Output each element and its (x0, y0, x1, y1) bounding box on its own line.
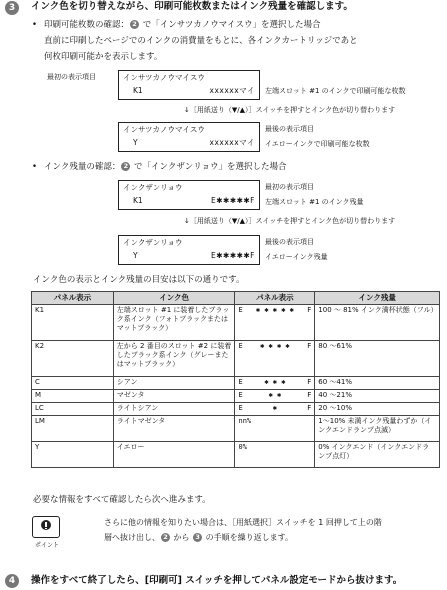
lcd-ink-code: K1 (133, 86, 143, 95)
ink-level-table (31, 291, 440, 468)
lcd-panel-4 (118, 235, 260, 265)
cell-panel: Y (32, 442, 114, 468)
lcd-line1: インクザンリョウ (123, 183, 183, 192)
level-bar: ✱ ✱ ✱ (264, 378, 286, 386)
cell-level: 80 ～61% (315, 341, 440, 377)
lcd-line1: インクザンリョウ (123, 238, 183, 247)
step-ref-circle: 2 (161, 533, 170, 542)
cell-panel: LC (32, 403, 114, 416)
arrow-note-1: ↓［用紙送り（▼/▲）］スイッチを押すとインク色が切り替わります (184, 106, 396, 114)
panel-1-side-label: 最初の表示項目 (47, 73, 96, 81)
cell-bar: E ✱ ✱ ✱ ✱ F (235, 341, 315, 377)
cell-level: 40 ～21% (315, 390, 440, 403)
lcd-value: xxxxxxマイ (209, 86, 255, 95)
bullet-1-line1: 印刷可能枚数の確認： 2 で「インサツカノウマイスウ」を選択した場合 (44, 20, 321, 30)
cell-color: イエロー (113, 442, 235, 468)
lcd-panel-1 (118, 70, 260, 100)
bullet-1-line2: 直前に印刷したページでのインクの消費量をもとに、各インクカートリッジであと (44, 36, 358, 46)
cell-level: 20 ～10% (315, 403, 440, 416)
panel-4-note2: イエローインク残量 (265, 253, 328, 261)
level-bar: ✱ ✱ (268, 391, 282, 399)
bullet-dot: • (32, 162, 38, 172)
point-label: ポイント (35, 542, 60, 549)
cell-color: 左から 2 番目のスロット #2 に装着したブラック系インク（グレーまたはマットブラック） (113, 341, 235, 377)
lcd-panel-3 (118, 180, 260, 210)
cell-color: ライトシアン (113, 403, 235, 416)
header-panel-display: パネル表示 (32, 292, 114, 305)
panel-1-note: 左端スロット #1 のインクで印刷可能な枚数 (265, 87, 406, 95)
confirm-text: 必要な情報をすべて確認したら次へ進みます。 (33, 495, 211, 505)
step-4-number: 4 (5, 574, 19, 588)
panel-2-note1: 最後の表示項目 (265, 125, 314, 133)
table-row (32, 341, 440, 377)
point-text-line2: 層へ抜け出し、 2 から 3 の手順を繰り返します。 (104, 533, 293, 542)
cell-panel: K2 (32, 341, 114, 377)
lcd-value: E✱✱✱✱✱F (211, 251, 255, 260)
step-4-title: 操作をすべて終了したら、[印刷可] スイッチを押してパネル設定モードから抜けます。 (31, 575, 403, 586)
cell-level: 60 ～41% (315, 377, 440, 390)
step-3-title: インク色を切り替えながら、印刷可能枚数またはインク残量を確認します。 (31, 1, 353, 12)
panel-3-note1: 最初の表示項目 (265, 183, 314, 191)
level-bar: ✱ ✱ ✱ ✱ ✱ (255, 306, 294, 314)
header-ink-color: インク色 (113, 292, 235, 305)
bullet-1-line3: 何枚印刷可能かを表示します。 (44, 52, 163, 62)
bullet-dot: • (32, 20, 38, 30)
point-text-line1: さらに他の情報を知りたい場合は、［用紙選択］スイッチを 1 回押して上の階 (104, 518, 382, 527)
lcd-panel-2 (118, 122, 260, 152)
table-row (32, 377, 440, 390)
lcd-ink-code: K1 (133, 196, 143, 205)
cell-level: 1～10% 未満インク残量わずか（インクエンドランプ点滅） (315, 416, 440, 442)
lcd-ink-code: Y (133, 138, 138, 147)
lcd-line1: インサツカノウマイスウ (123, 125, 205, 134)
lcd-value: xxxxxxマイ (209, 138, 255, 147)
panel-4-note1: 最後の表示項目 (265, 238, 314, 246)
table-row (32, 305, 440, 341)
lcd-ink-code: Y (133, 251, 138, 260)
cell-bar: E ✱ ✱ F (235, 390, 315, 403)
bullet-2-line1: インク残量の確認： 2 で「インクザンリョウ」を選択した場合 (44, 162, 287, 172)
cell-level: 0% インクエンド（インクエンドランプ点灯） (315, 442, 440, 468)
step-ref-circle: 3 (193, 533, 202, 542)
level-bar: ✱ (272, 404, 277, 412)
header-panel-display-2: パネル表示 (235, 292, 315, 305)
cell-color: シアン (113, 377, 235, 390)
cell-panel: C (32, 377, 114, 390)
cell-color: 左端スロット #1 に装着したブラック系インク（フォトブラックまたはマットブラック） (113, 305, 235, 341)
level-bar: ✱ ✱ ✱ ✱ (260, 342, 290, 350)
table-row (32, 403, 440, 416)
cell-panel: M (32, 390, 114, 403)
panel-2-note2: イエローインクで印刷可能な枚数 (265, 140, 370, 148)
table-intro: インク色の表示とインク残量の目安は以下の通りです。 (33, 275, 245, 285)
panel-3-note2: 左端スロット #1 のインク残量 (265, 198, 364, 206)
cell-color: マゼンタ (113, 390, 235, 403)
step-3-number: 3 (5, 1, 19, 15)
cell-panel: K1 (32, 305, 114, 341)
cell-bar: E ✱ ✱ ✱ F (235, 377, 315, 390)
cell-level: 100 ～ 81% インク満杯状態（フル） (315, 305, 440, 341)
header-ink-level: インク残量 (315, 292, 440, 305)
table-header-row (32, 292, 440, 305)
cell-panel: LM (32, 416, 114, 442)
table-row (32, 442, 440, 468)
lcd-value: E✱✱✱✱✱F (211, 196, 255, 205)
point-icon (32, 516, 60, 538)
cell-bar: nn% (235, 416, 315, 442)
cell-bar: 0% (235, 442, 315, 468)
table-row (32, 416, 440, 442)
cell-bar: E ✱ F (235, 403, 315, 416)
cell-bar: E ✱ ✱ ✱ ✱ ✱ F (235, 305, 315, 341)
cell-color: ライトマゼンタ (113, 416, 235, 442)
lcd-line1: インサツカノウマイスウ (123, 73, 205, 82)
table-row (32, 390, 440, 403)
step-ref-circle: 2 (121, 162, 130, 171)
arrow-note-2: ↓［用紙送り（▼/▲）］スイッチを押すとインク色が切り替わります (184, 217, 396, 225)
step-ref-circle: 2 (130, 20, 139, 29)
